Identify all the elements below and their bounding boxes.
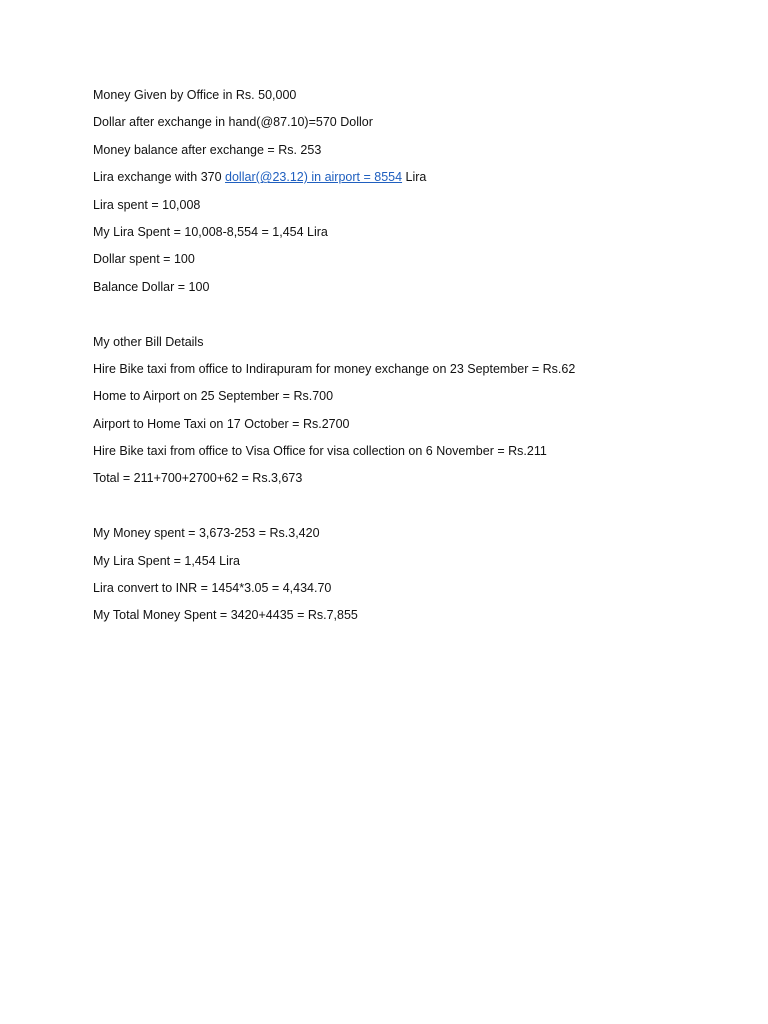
bill-line-total: Total = 211+700+2700+62 = Rs.3,673 [93, 471, 303, 486]
section-heading-bill-details: My other Bill Details [93, 334, 204, 349]
text-line-balance-dollar: Balance Dollar = 100 [93, 279, 210, 294]
summary-line-lira-spent: My Lira Spent = 1,454 Lira [93, 553, 240, 568]
text-line-my-lira-spent: My Lira Spent = 10,008-8,554 = 1,454 Lira [93, 224, 328, 239]
lira-exchange-suffix: Lira [402, 170, 427, 185]
paragraph-gap [93, 305, 713, 332]
document-body [93, 86, 713, 634]
lira-exchange-prefix: Lira exchange with 370 [93, 170, 226, 185]
bill-line-bike-taxi-visa: Hire Bike taxi from office to Visa Office for visa collection on 6 November = Rs.211 [93, 444, 547, 459]
text-line-money-given: Money Given by Office in Rs. 50,000 [93, 88, 297, 102]
text-line-dollar-exchange: Dollar after exchange in hand(@87.10)=570 Dollor [93, 115, 373, 130]
text-line-dollar-spent: Dollar spent = 100 [93, 252, 195, 267]
bill-line-home-to-airport: Home to Airport on 25 September = Rs.700 [93, 389, 334, 404]
summary-line-money-spent: My Money spent = 3,673-253 = Rs.3,420 [93, 526, 320, 541]
text-line-money-balance: Money balance after exchange = Rs. 253 [93, 142, 322, 157]
paragraph-gap [93, 497, 713, 524]
summary-line-total-spent: My Total Money Spent = 3420+4435 = Rs.7,855 [93, 608, 358, 623]
summary-line-lira-convert: Lira convert to INR = 1454*3.05 = 4,434.70 [93, 581, 332, 596]
text-line-lira-spent: Lira spent = 10,008 [93, 197, 201, 212]
airport-exchange-link[interactable]: dollar(@23.12) in airport = 8554 [225, 170, 403, 185]
bill-line-bike-taxi-indirapuram: Hire Bike taxi from office to Indirapuram for money exchange on 23 September = Rs.62 [93, 361, 576, 376]
bill-line-airport-to-home: Airport to Home Taxi on 17 October = Rs.2700 [93, 416, 350, 431]
text-line-lira-exchange [93, 168, 713, 186]
